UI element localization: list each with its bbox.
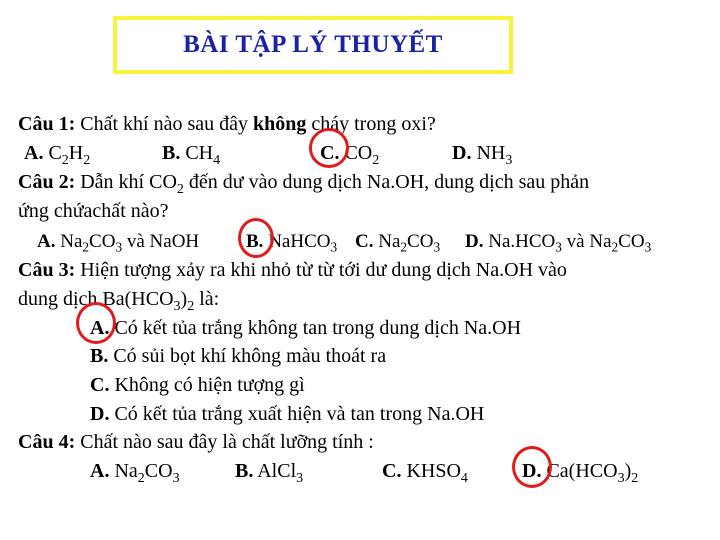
page-title: BÀI TẬP LÝ THUYẾT xyxy=(183,31,443,58)
question-2: Câu 2: Dẫn khí $CO_2$ đến dư vào dung dịch Na.OH, dung dịch sau phản xyxy=(18,171,590,197)
question-1-text: Chất khí nào sau đây xyxy=(75,113,253,135)
q2-option-d: D. $Na.HCO_3$ và $Na_2CO_3$ xyxy=(465,231,652,255)
question-2-text-end: đến dư vào dung dịch Na.OH, dung dịch sau phản xyxy=(183,171,590,193)
question-4-text: Chất nào sau đây là chất lưỡng tính : xyxy=(75,431,374,453)
question-4 xyxy=(18,430,374,454)
title-box xyxy=(113,16,513,74)
question-3-label: Câu 3: xyxy=(18,259,76,281)
q2-option-b: B. NaHCO$_3$ xyxy=(246,231,338,255)
question-3-text: Hiện tượng xảy ra khi nhỏ từ từ tới dư dung dịch Na.OH vào xyxy=(75,259,567,281)
q4-option-a: A. $Na_2CO_3$ xyxy=(90,460,180,486)
q2-option-a: A. $Na_2CO_3$ và NaOH xyxy=(37,231,200,255)
answer-circle-q2 xyxy=(238,218,274,258)
q1-option-d: D. $NH_3$ xyxy=(452,142,513,168)
question-2-text: Dẫn khí CO xyxy=(75,171,177,193)
question-2-label: Câu 2: xyxy=(18,171,76,193)
question-3-line2: dung dịch $Ba(HCO_3)_2$ là: xyxy=(18,288,220,314)
question-4-label: Câu 4: xyxy=(18,431,76,453)
q3-option-b: B. Có sủi bọt khí không màu thoát ra xyxy=(90,345,387,367)
q3-option-d: D. Có kết tủa trắng xuất hiện và tan trong Na.OH xyxy=(90,403,485,425)
q4-option-d: D. $Ca(HCO_3)_2$ xyxy=(522,460,639,486)
question-2-line2: ứng chứachất nào? xyxy=(18,200,169,222)
question-1-emphasis: không xyxy=(252,113,307,135)
q4-option-b: B. AlCl$_3$ xyxy=(235,460,304,486)
q3-option-a: A. Có kết tủa trắng không tan trong dung dịch Na.OH xyxy=(90,317,522,339)
q2-option-c: C. $Na_2CO_3$ xyxy=(355,231,441,255)
answer-circle-q4 xyxy=(512,446,552,488)
question-3 xyxy=(18,258,567,282)
q3-option-c: C. Không có hiện tượng gì xyxy=(90,374,305,396)
q1-option-b: B. $CH_4$ xyxy=(162,142,221,168)
answer-circle-q1 xyxy=(309,128,349,168)
q1-option-a: A. $C_2H_2$ xyxy=(24,142,91,168)
answer-circle-q3 xyxy=(76,302,116,344)
q1-option-c: C. $CO_2$ xyxy=(320,142,380,168)
question-1 xyxy=(18,112,436,136)
question-1-text-end: cháy trong oxi? xyxy=(306,113,436,135)
question-1-label: Câu 1: xyxy=(18,113,76,135)
q4-option-c: C. $KHSO_4$ xyxy=(382,460,468,486)
